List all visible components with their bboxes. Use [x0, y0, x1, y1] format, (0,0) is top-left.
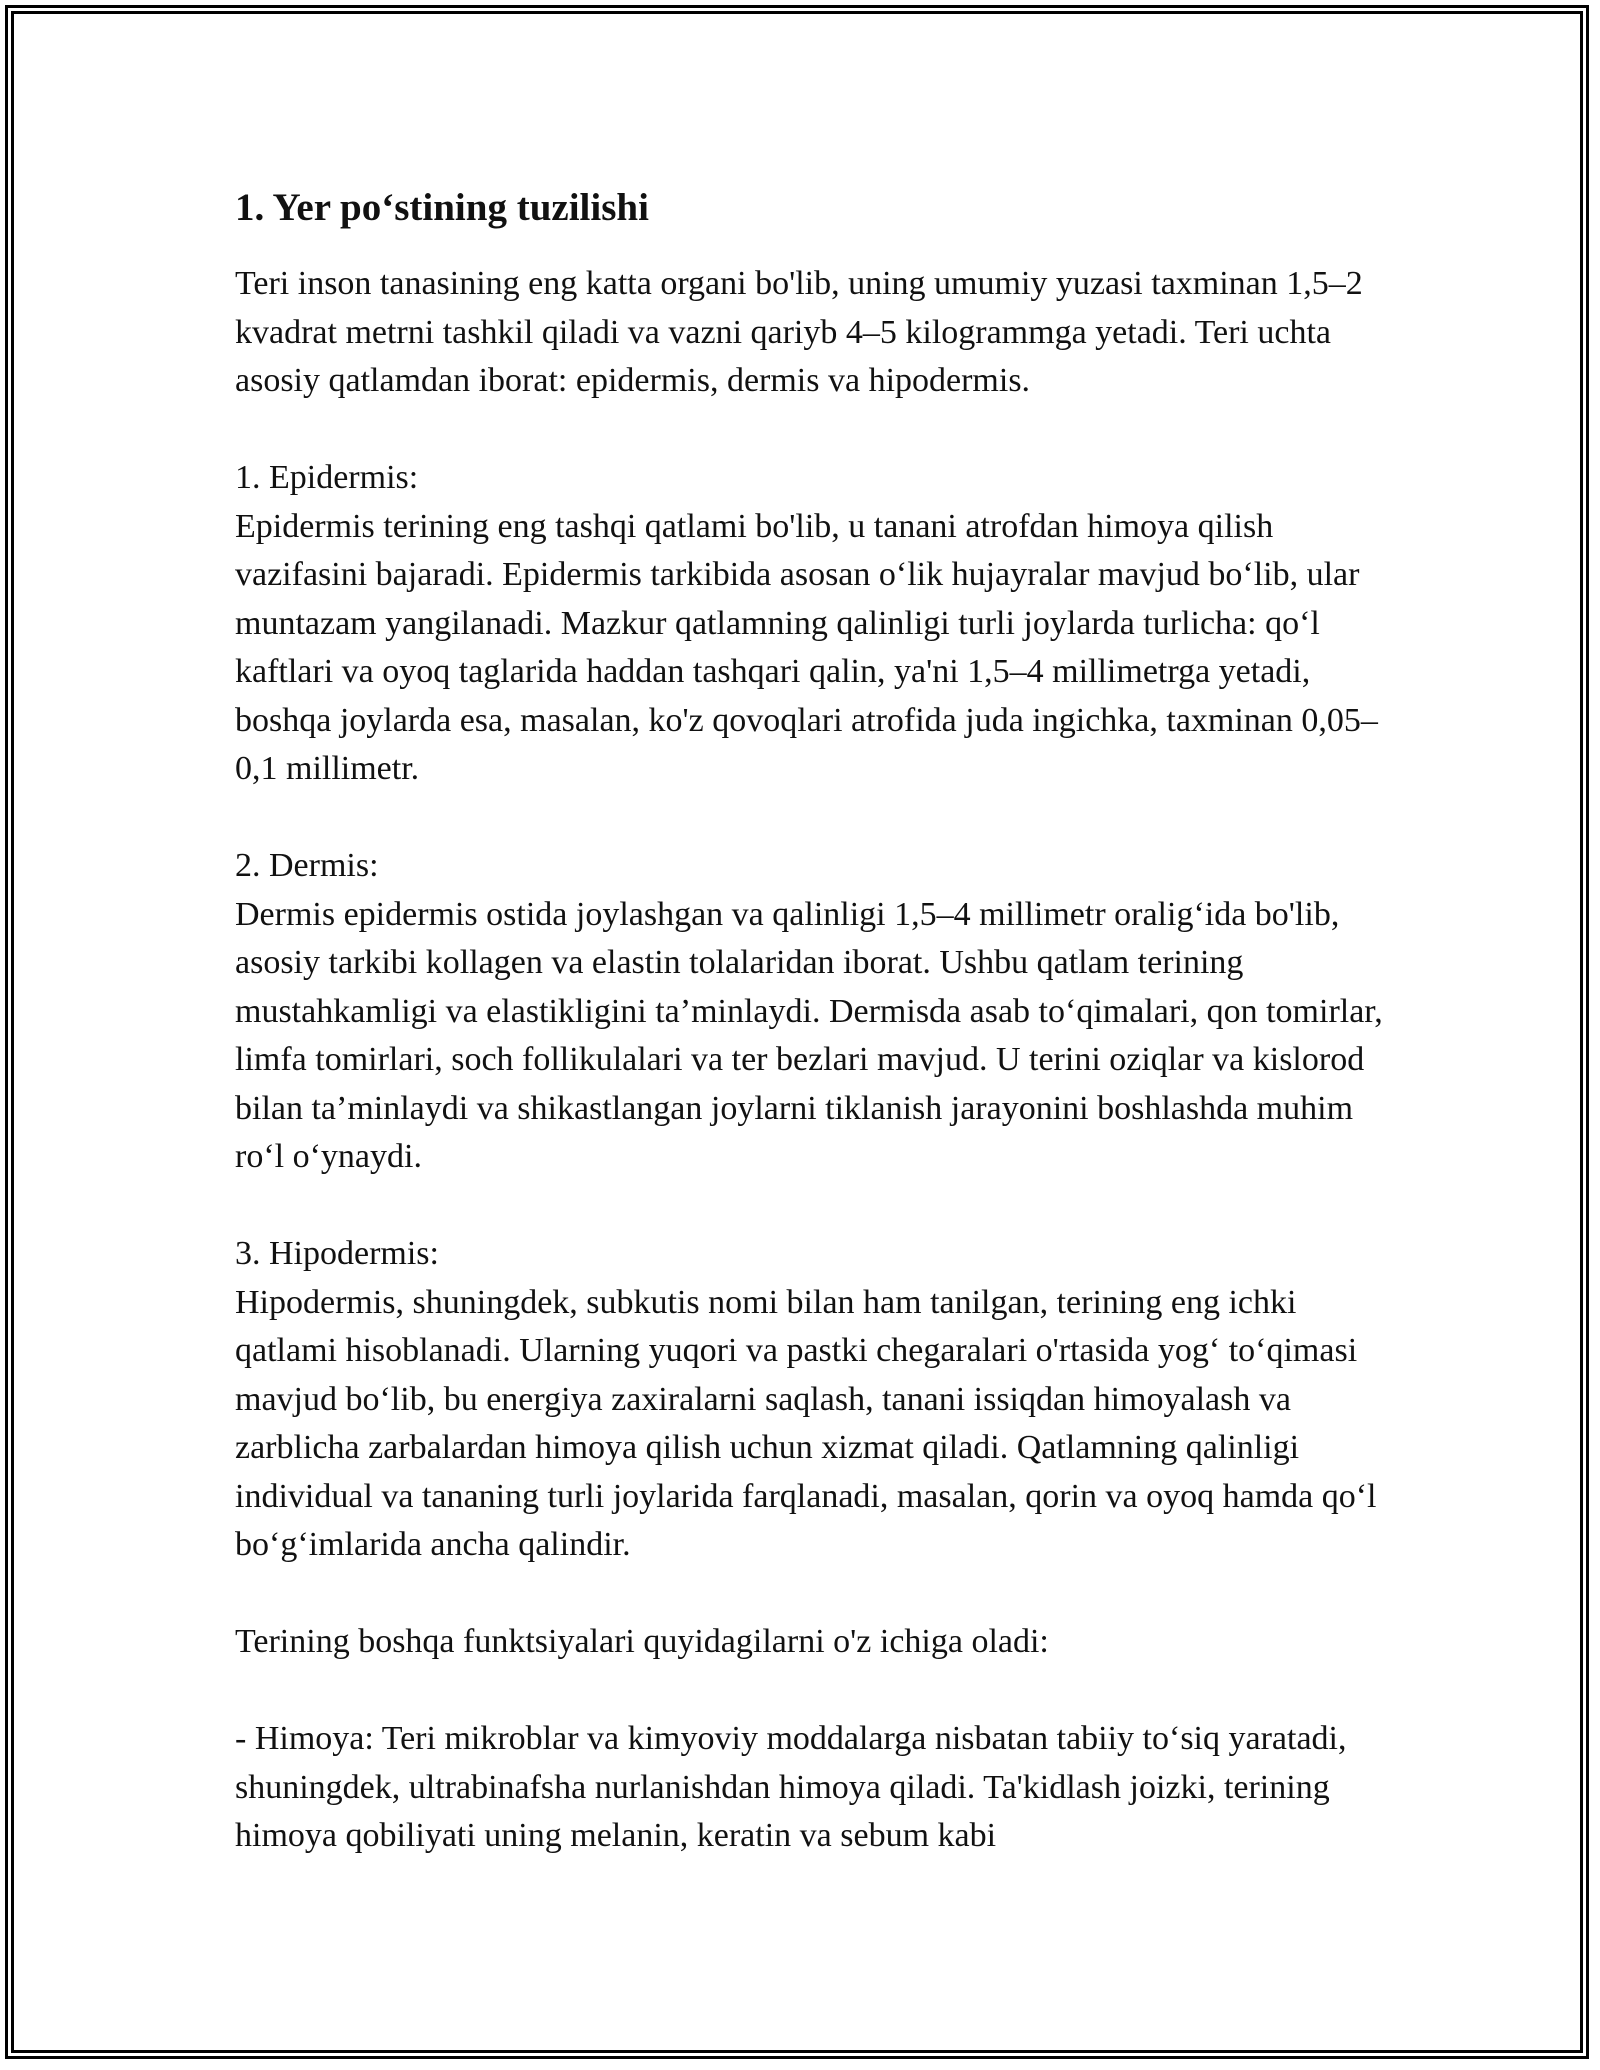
section-text-epidermis: Epidermis terining eng tashqi qatlami bo'lib, u tanani atrofdan himoya qilish vazifasini bajaradi. Epidermis tarkibida asosan o‘lik hujayralar mavjud bo‘lib, ular muntazam yangilanadi. Mazkur qatlamning qalinligi turli joylarda turlicha: qo‘l kaftlari va oyoq taglarida haddan tashqari qalin, ya'ni 1,5–4 millimetrga yetadi, boshqa joylarda esa, masalan, ko'z qovoqlari atrofida juda ingichka, taxminan 0,05–0,1 millimetr. [235, 507, 1378, 787]
intro-paragraph: Teri inson tanasining eng katta organi bo'lib, uning umumiy yuzasi taxminan 1,5–2 kvadrat metrni tashkil qiladi va vazni qariyb 4–5 kilogrammga yetadi. Teri uchta asosiy qatlamdan iborat: epidermis, dermis va hipodermis. [235, 265, 1363, 399]
section-title-hipodermis: 3. Hipodermis: [235, 1235, 439, 1272]
section-epidermis [235, 454, 1385, 794]
document-body [235, 184, 1385, 1909]
function-item-himoya: - Himoya: Teri mikroblar va kimyoviy moddalarga nisbatan tabiiy to‘siq yaratadi, shuningdek, ultrabinafsha nurlanishdan himoya qiladi. Ta'kidlash joizki, terining himoya qobiliyati uning melanin, keratin va sebum kabi [235, 1720, 1347, 1854]
section-text-dermis: Dermis epidermis ostida joylashgan va qalinligi 1,5–4 millimetr oralig‘ida bo'lib, asosiy tarkibi kollagen va elastin tolalaridan iborat. Ushbu qatlam terining mustahkamligi va elastikligini ta’minlaydi. Dermisda asab to‘qimalari, qon tomirlar, limfa tomirlari, soch follikulalari va ter bezlari mavjud. U terini oziqlar va kislorod bilan ta’minlaydi va shikastlangan joylarni tiklanish jarayonini boshlashda muhim ro‘l o‘ynaydi. [235, 895, 1383, 1175]
section-dermis [235, 842, 1385, 1182]
document-heading: 1. Yer po‘stining tuzilishi [235, 186, 649, 229]
functions-intro: Terining boshqa funktsiyalari quyidagilarni o'z ichiga oladi: [235, 1623, 1049, 1660]
section-text-hipodermis: Hipodermis, shuningdek, subkutis nomi bilan ham tanilgan, terining eng ichki qatlami hisoblanadi. Ularning yuqori va pastki chegaralari o'rtasida yog‘ to‘qimasi mavjud bo‘lib, bu energiya zaxiralarni saqlash, tanani issiqdan himoyalash va zarblicha zarbalardan himoya qilish uchun xizmat qiladi. Qatlamning qalinligi individual va tananing turli joylarida farqlanadi, masalan, qorin va oyoq hamda qo‘l bo‘g‘imlarida ancha qalindir. [235, 1283, 1377, 1563]
section-title-epidermis: 1. Epidermis: [235, 459, 419, 496]
section-title-dermis: 2. Dermis: [235, 847, 379, 884]
section-hipodermis [235, 1230, 1385, 1570]
